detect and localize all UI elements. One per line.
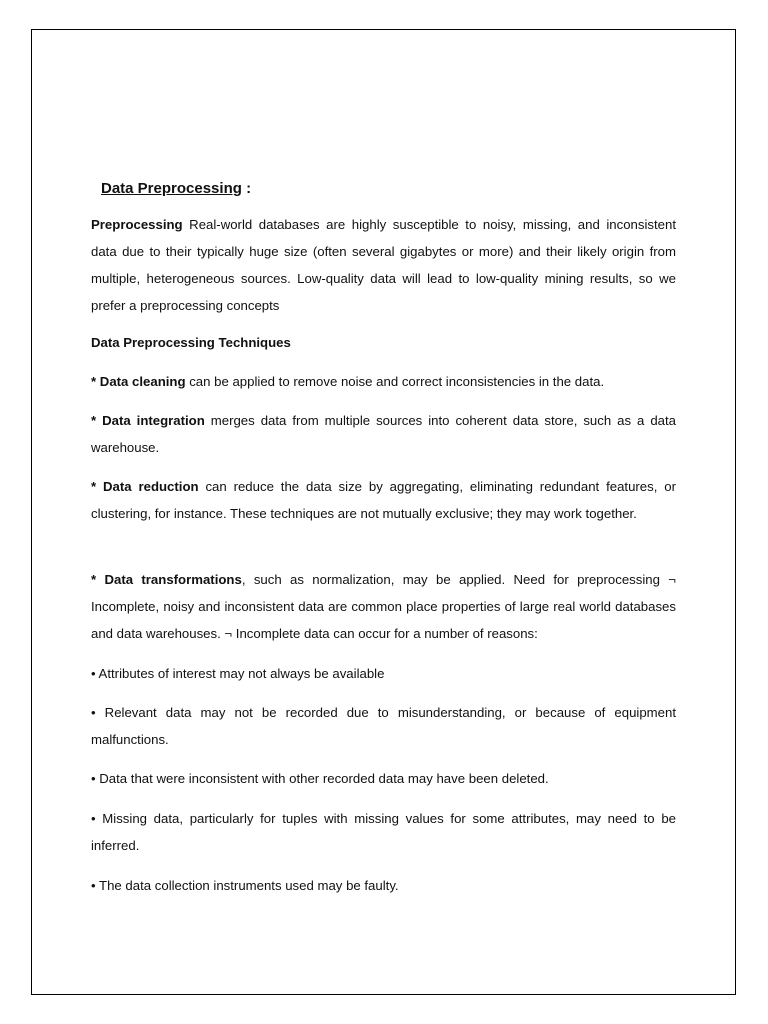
technique-text: , such as normalization, may be applied. Need for preprocessing ¬ Incomplete, noisy and inconsistent data are common place properties of large real world databases and data warehouses. ¬ Incomplete data can occur for a number of reasons:: [91, 572, 677, 641]
reason-item: • Relevant data may not be recorded due to misunderstanding, or because of equipment malfunctions.: [91, 705, 676, 747]
technique-text: merges data from multiple sources into coherent data store, such as a data warehouse.: [91, 413, 677, 455]
technique-marker: *: [91, 413, 103, 428]
intro-text: Real-world databases are highly susceptible to noisy, missing, and inconsistent data due to their typically huge size (often several gigabytes or more) and their likely origin from multiple, heterogeneous sources. Low-quality data will lead to low-quality mining results, so we prefer a preprocessing concepts: [91, 217, 676, 313]
technique-term: Data transformations: [104, 572, 242, 587]
technique-data-reduction: [91, 473, 676, 527]
section-heading-colon: :: [246, 180, 252, 197]
technique-marker: *: [91, 572, 105, 587]
technique-text: can be applied to remove noise and correct inconsistencies in the data.: [185, 374, 605, 389]
section-heading: [101, 180, 251, 197]
reason-item: • Missing data, particularly for tuples with missing values for some attributes, may need to be inferred.: [91, 811, 676, 853]
technique-marker: *: [91, 374, 100, 389]
reason-item: • Data that were inconsistent with other recorded data may have been deleted.: [91, 771, 549, 786]
technique-term: Data integration: [102, 413, 205, 428]
technique-data-integration: [91, 407, 676, 461]
technique-data-cleaning: [91, 368, 676, 395]
intro-paragraph: [91, 211, 676, 319]
technique-term: Data cleaning: [99, 374, 186, 389]
reason-item: • The data collection instruments used may be faulty.: [91, 878, 399, 893]
technique-marker: *: [91, 479, 104, 494]
reason-item: • Attributes of interest may not always be available: [91, 666, 385, 681]
section-heading-title: Data Preprocessing: [101, 180, 242, 197]
techniques-heading: Data Preprocessing Techniques: [91, 335, 291, 350]
technique-data-transformations: [91, 566, 676, 647]
technique-term: Data reduction: [103, 479, 199, 494]
technique-text: can reduce the data size by aggregating, eliminating redundant features, or clustering, for instance. These techniques are not mutually exclusive; they may work together.: [91, 479, 676, 521]
intro-lead: Preprocessing: [91, 217, 183, 232]
